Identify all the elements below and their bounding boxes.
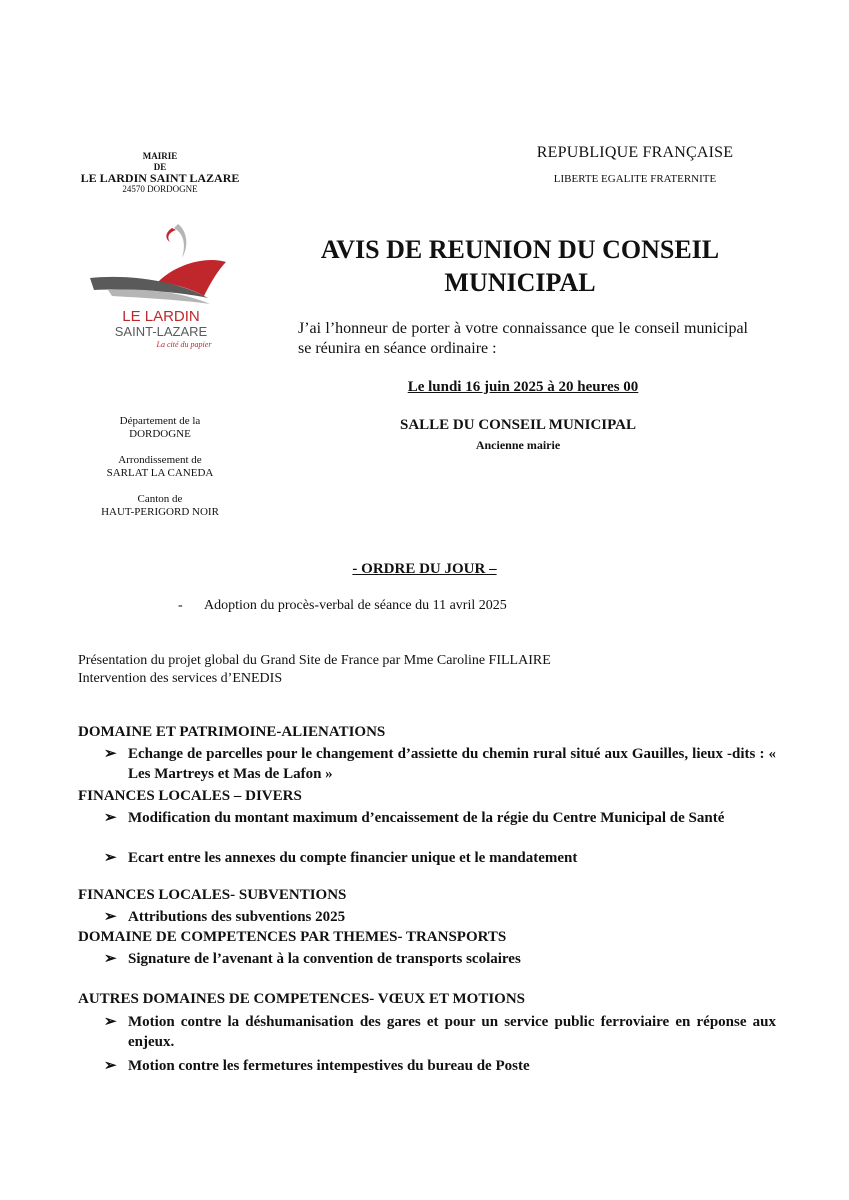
agenda-item-text: Echange de parcelles pour le changement d’assiette du chemin rural situé aux Gauilles, lieux -dits : « Les Martreys et Mas de Lafon » <box>128 746 776 782</box>
arrow-bullet-icon: ➢ <box>104 909 117 925</box>
agenda-item <box>104 1012 776 1052</box>
commune-name: LE LARDIN SAINT LAZARE <box>80 171 240 185</box>
agenda-item <box>104 1056 776 1076</box>
admin-departement <box>95 415 225 441</box>
logo-tagline: La cité du papier <box>156 340 212 349</box>
agenda-item <box>104 907 776 927</box>
meeting-room-sub: Ancienne mairie <box>475 438 561 452</box>
dash-bullet: - <box>178 598 183 613</box>
title-line-2: MUNICIPAL <box>444 268 596 297</box>
agenda-item-text: Modification du montant maximum d’encaissement de la régie du Centre Municipal de Santé <box>128 810 725 826</box>
admin-value: DORDOGNE <box>129 428 191 440</box>
mairie-label: MAIRIE <box>142 151 178 161</box>
intro-paragraph: J’ai l’honneur de porter à votre connaissance que le conseil municipal se réunira en séance ordinaire : <box>298 320 748 357</box>
agenda-item <box>104 808 776 828</box>
arrow-bullet-icon: ➢ <box>104 951 117 967</box>
agenda-item <box>104 949 776 969</box>
commune-logo <box>86 222 236 352</box>
agenda-item <box>104 848 776 868</box>
arrow-bullet-icon: ➢ <box>104 746 117 762</box>
agenda-item-text: Motion contre les fermetures intempestives du bureau de Poste <box>128 1058 530 1074</box>
logo-graphic <box>86 222 236 352</box>
admin-label: Arrondissement de <box>118 454 202 466</box>
section-title: FINANCES LOCALES – DIVERS <box>78 788 302 804</box>
admin-value: SARLAT LA CANEDA <box>106 467 214 479</box>
presentation-line: Présentation du projet global du Grand Site de France par Mme Caroline FILLAIRE <box>78 653 551 668</box>
arrow-bullet-icon: ➢ <box>104 850 117 866</box>
mairie-de: DE <box>153 162 167 172</box>
meeting-date: Le lundi 16 juin 2025 à 20 heures 00 <box>407 379 639 395</box>
arrow-bullet-icon: ➢ <box>104 1058 117 1074</box>
page-title <box>290 233 750 299</box>
agenda-item-text: Ecart entre les annexes du compte financier unique et le mandatement <box>128 850 578 866</box>
section-title: AUTRES DOMAINES DE COMPETENCES- VŒUX ET MOTIONS <box>78 991 526 1007</box>
agenda-item-text: Attributions des subventions 2025 <box>128 909 346 925</box>
section-title: DOMAINE DE COMPETENCES PAR THEMES- TRANSPORTS <box>78 929 507 945</box>
arrow-bullet-icon: ➢ <box>104 1014 117 1030</box>
republique-francaise: REPUBLIQUE FRANÇAISE <box>536 144 734 161</box>
logo-text-saint-lazare: SAINT-LAZARE <box>114 324 208 339</box>
postal-line: 24570 DORDOGNE <box>122 184 198 194</box>
mairie-header <box>60 151 260 195</box>
admin-arrondissement <box>95 454 225 480</box>
devise: LIBERTE EGALITE FRATERNITE <box>553 173 717 185</box>
agenda-presentations <box>78 652 551 688</box>
title-line-1: AVIS DE REUNION DU CONSEIL <box>320 235 720 264</box>
admin-label: Canton de <box>137 493 183 505</box>
meeting-room: SALLE DU CONSEIL MUNICIPAL <box>399 417 636 433</box>
agenda-item-text: Motion contre la déshumanisation des gares et pour un service public ferroviaire en réponse aux enjeux. <box>128 1014 776 1050</box>
agenda-item <box>104 744 776 784</box>
pv-text: Adoption du procès-verbal de séance du 11 avril 2025 <box>204 598 507 613</box>
admin-label: Département de la <box>119 415 201 427</box>
agenda-item-text: Signature de l’avenant à la convention de transports scolaires <box>128 951 521 967</box>
section-title: DOMAINE ET PATRIMOINE-ALIENATIONS <box>78 724 386 740</box>
agenda-pv-item <box>178 598 507 614</box>
intervention-line: Intervention des services d’ENEDIS <box>78 671 283 686</box>
agenda-heading: - ORDRE DU JOUR – <box>352 561 497 577</box>
admin-value: HAUT-PERIGORD NOIR <box>101 506 219 518</box>
logo-text-lardin: LE LARDIN <box>122 308 200 325</box>
arrow-bullet-icon: ➢ <box>104 810 117 826</box>
admin-canton <box>95 493 225 519</box>
section-title: FINANCES LOCALES- SUBVENTIONS <box>78 887 347 903</box>
